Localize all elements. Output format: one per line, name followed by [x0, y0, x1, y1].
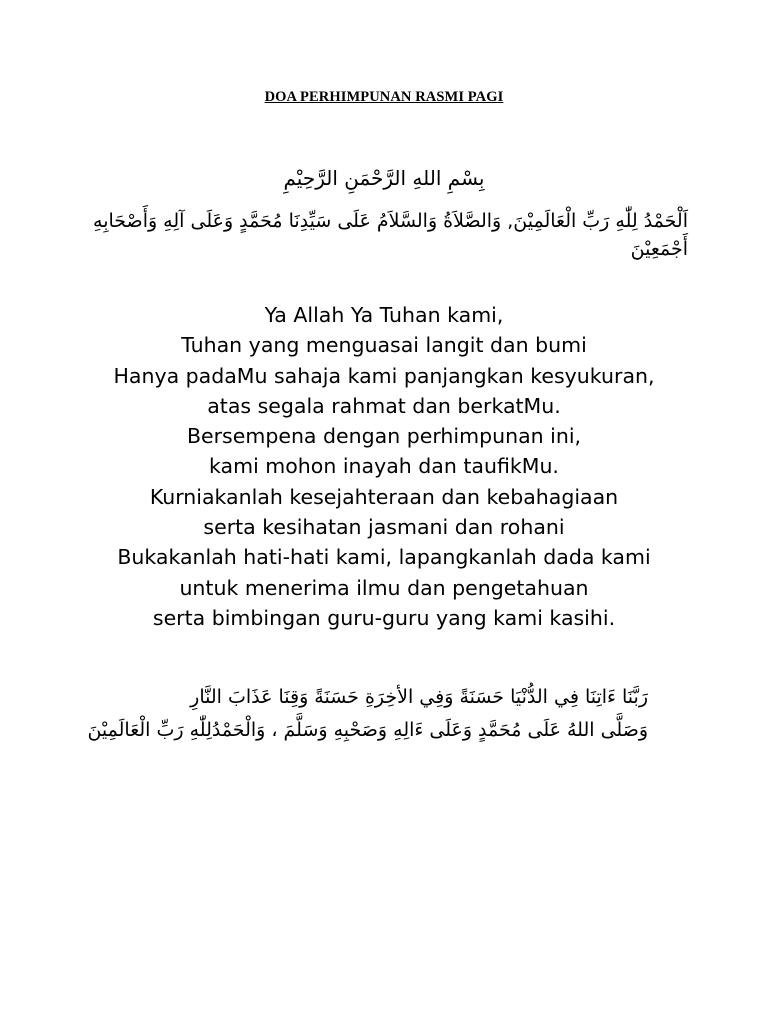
doa-body — [0, 300, 768, 633]
doa-line: Bersempena dengan perhimpunan ini, — [186, 424, 582, 449]
doa-line: untuk menerima ilmu dan pengetahuan — [179, 575, 589, 600]
doa-line: atas segala rahmat dan berkatMu. — [207, 393, 561, 418]
doa-line: serta kesihatan jasmani dan rohani — [203, 515, 565, 540]
doa-line: Tuhan yang menguasai langit dan bumi — [181, 333, 587, 358]
document-title: DOA PERHIMPUNAN RASMI PAGI — [264, 89, 504, 105]
doa-line: Ya Allah Ya Tuhan kami, — [264, 303, 504, 327]
closing-prayer-line-2: وَصَلَّى اللهُ عَلَى مُحَمَّدٍ وَعَلَى ءَالِهِ وَصَحْبِهِ وَسَلَّمَ ، وَالْحَمْدُلِلّٰهِ رَبِّ الْعَالَمِيْنَ — [87, 719, 648, 741]
doa-line: Kurniakanlah kesejahteraan dan kebahagiaan — [149, 484, 619, 509]
doa-line: kami mohon inayah dan taufikMu. — [209, 454, 559, 479]
closing-prayer-line-1: رَبَّنَا ءَاتِنَا فِي الدُّنْيَا حَسَنَةً وَفِي الأخِرَةِ حَسَنَةً وَقِنَا عَذَابَ النَّارِ — [190, 686, 648, 708]
doa-line: Hanya padaMu sahaja kami panjangkan kesyukuran, — [113, 363, 655, 388]
doa-line: serta bimbingan guru-guru yang kami kasihi. — [152, 605, 616, 630]
bismillah-line: بِسْمِ اللهِ الرَّحْمَنِ الرَّحِيْمِ — [283, 166, 485, 190]
hamdalah-line-2: أَجْمَعِيْنَ — [630, 238, 688, 260]
hamdalah-line-1: اَلْحَمْدُ لِلّٰهِ رَبِّ الْعَالَمِيْنَ, وَالصَّلاَةُ وَالسَّلاَمُ عَلَى سَيِّدِنَا مُحَمَّدٍ وَعَلَى آلِهِ وَأَصْحَابِهِ — [93, 210, 688, 232]
doa-line: Bukakanlah hati-hati kami, lapangkanlah dada kami — [117, 545, 651, 570]
